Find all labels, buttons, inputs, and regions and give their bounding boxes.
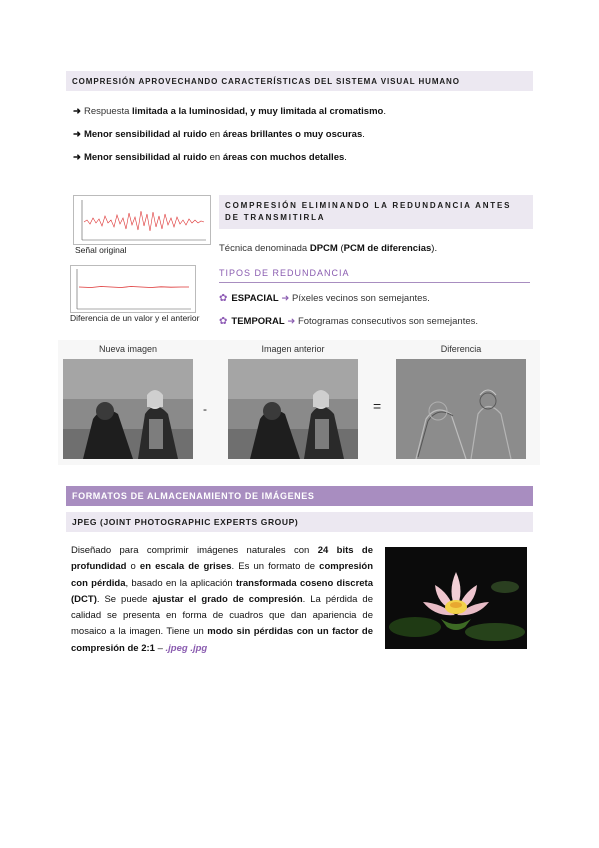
bullet-bold: limitada a la luminosidad, y muy limitada al cromatismo xyxy=(132,106,384,117)
jpeg-description xyxy=(71,543,373,657)
dpcm-bold: DPCM xyxy=(309,243,338,254)
jpeg-extensions: .jpeg .jpg xyxy=(165,642,208,654)
dpcm-text: ( xyxy=(337,243,344,254)
bullet-text: en xyxy=(206,129,223,140)
type-spatial xyxy=(219,293,430,305)
original-signal-plot xyxy=(74,196,210,244)
minus-operator: - xyxy=(203,402,207,416)
paragraph-bold-run: ajustar el grado de compresión xyxy=(152,593,303,605)
dpcm-bold: PCM de diferencias xyxy=(343,243,432,254)
dpcm-text: ). xyxy=(431,243,438,254)
paragraph-run: , basado en la aplicación xyxy=(125,577,236,589)
bullet-bold: Menor sensibilidad al ruido xyxy=(83,129,207,140)
arrow-icon: ➜ xyxy=(73,106,81,117)
type-text: Píxeles vecinos son semejantes. xyxy=(289,293,430,304)
paragraph-bold-run: en escala de grises xyxy=(139,561,232,573)
flower-icon: ✿ xyxy=(219,316,228,327)
paragraph-bold-run: modo sin pérdidas con un factor de compresión de 2:1 xyxy=(71,626,373,654)
paragraph-run: Diseñado para comprimir imágenes naturales con xyxy=(71,545,318,556)
type-name: TEMPORAL xyxy=(231,316,285,327)
paragraph-bold-run: 24 bits de profundidad xyxy=(71,545,373,573)
paragraph-bold-run: compresión con pérdida xyxy=(71,561,374,589)
lotus-flower-photo xyxy=(385,547,527,649)
label-new-image: Nueva imagen xyxy=(98,344,158,354)
bullet-text: en xyxy=(206,152,223,163)
type-temporal xyxy=(219,316,478,328)
paragraph-run: . La pérdida de calidad se presenta en forma de cuadros que dan apariencia de mosaico a la imagen. Tiene un xyxy=(71,593,373,638)
arrow-icon: ➜ xyxy=(73,129,81,140)
difference-chart xyxy=(70,265,196,313)
bullet-text: . xyxy=(383,106,386,117)
chart-caption-original: Señal original xyxy=(75,245,127,255)
type-text: Fotogramas consecutivos son semejantes. xyxy=(295,316,479,327)
paragraph-run: . Es un formato de xyxy=(231,561,320,573)
paragraph-run: . Se puede xyxy=(96,593,153,605)
jpeg-heading: JPEG (JOINT PHOTOGRAPHIC EXPERTS GROUP) xyxy=(66,512,533,532)
bullet-bright-areas xyxy=(73,129,365,141)
original-signal-chart xyxy=(73,195,211,245)
frame-difference-figure xyxy=(58,340,540,465)
bullet-luminosity xyxy=(73,106,386,118)
paragraph-bold-run: transformada coseno discreta (DCT) xyxy=(71,577,373,605)
type-name: ESPACIAL xyxy=(231,293,279,304)
section-heading-formats: FORMATOS DE ALMACENAMIENTO DE IMÁGENES xyxy=(66,486,533,506)
bullet-bold: Menor sensibilidad al ruido xyxy=(83,152,207,163)
arrow-icon: ➜ xyxy=(73,152,81,163)
dpcm-line xyxy=(219,243,437,255)
arrow-icon: ➜ xyxy=(287,316,296,327)
section-heading-visual-system: COMPRESIÓN APROVECHANDO CARACTERÍSTICAS DEL SISTEMA VISUAL HUMANO xyxy=(66,71,533,91)
label-difference: Diferencia xyxy=(440,344,482,354)
bullet-bold: áreas con muchos detalles xyxy=(222,152,345,163)
bullet-text: Respuesta xyxy=(83,106,133,117)
bullet-detail-areas xyxy=(73,152,347,164)
new-image-photo xyxy=(63,359,193,459)
bullet-text: . xyxy=(344,152,347,163)
dpcm-text: Técnica denominada xyxy=(219,243,310,254)
difference-plot xyxy=(71,266,195,312)
bullet-text: . xyxy=(362,129,365,140)
previous-image-photo xyxy=(228,359,358,459)
section-heading-redundancy: COMPRESIÓN ELIMINANDO LA REDUNDANCIA ANTES DE TRANSMITIRLA xyxy=(219,195,533,229)
arrow-icon: ➜ xyxy=(281,293,290,304)
difference-image-photo xyxy=(396,359,526,459)
paragraph-run: o xyxy=(126,561,140,573)
flower-icon: ✿ xyxy=(219,293,228,304)
bullet-bold: áreas brillantes o muy oscuras xyxy=(222,129,363,140)
label-previous-image: Imagen anterior xyxy=(261,344,325,354)
paragraph-run: – xyxy=(154,642,166,654)
redundancy-types-heading: TIPOS DE REDUNDANCIA xyxy=(219,268,350,278)
divider xyxy=(219,282,530,283)
chart-caption-difference: Diferencia de un valor y el anterior xyxy=(70,313,200,323)
equals-operator: = xyxy=(373,398,382,414)
